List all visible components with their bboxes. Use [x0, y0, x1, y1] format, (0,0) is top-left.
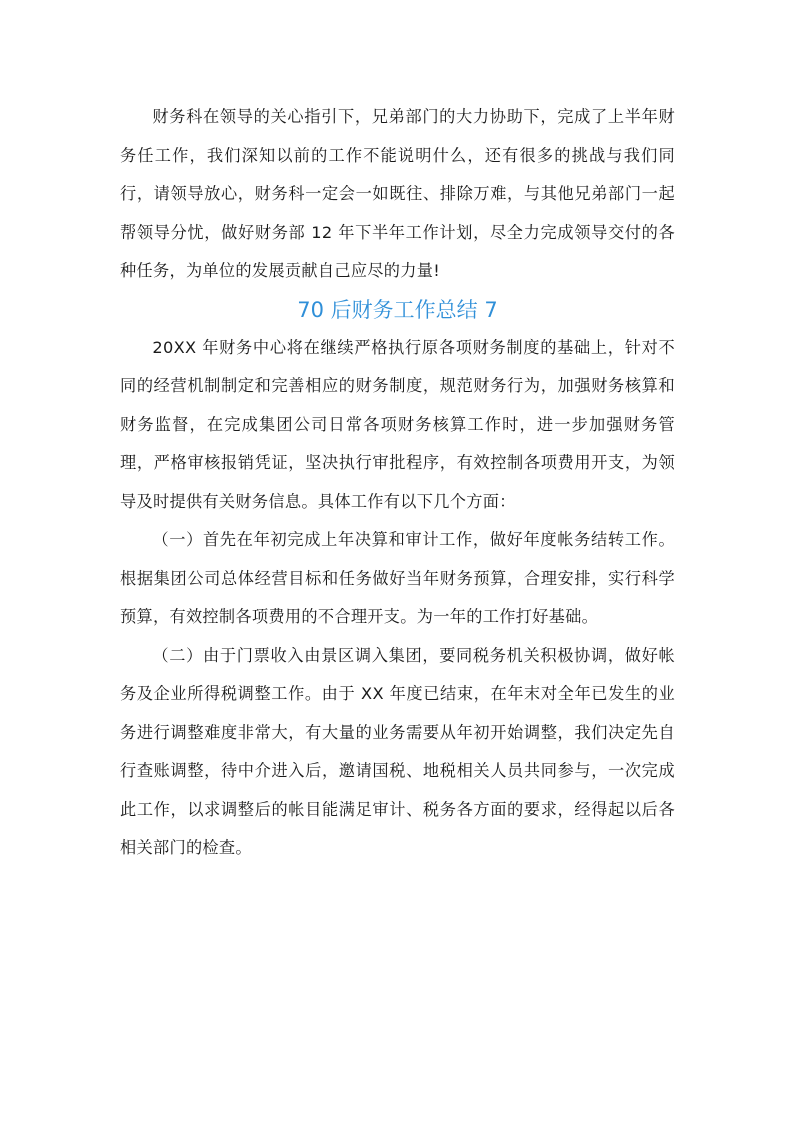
- section-title: 70 后财务工作总结 7: [297, 297, 498, 322]
- body-paragraph: （二）由于门票收入由景区调入集团，要同税务机关积极协调，做好帐务及企业所得税调整工作。由于 XX 年度已结束，在年末对全年已发生的业务进行调整难度非常大，有大量的业务需要从年初开始调整，我们决定先自行查账调整，待中介进入后，邀请国税、地税相关人员共同参与，一次完成此工作，以求调整后的帐目能满足审计、税务各方面的要求，经得起以后各相关部门的检查。: [120, 645, 675, 857]
- intro-paragraph: 财务科在领导的关心指引下，兄弟部门的大力协助下，完成了上半年财务任工作，我们深知以前的工作不能说明什么，还有很多的挑战与我们同行，请领导放心，财务科一定会一如既往、排除万难，与其他兄弟部门一起帮领导分忧，做好财务部 12 年下半年工作计划，尽全力完成领导交付的各种任务，为单位的发展贡献自己应尽的力量!: [120, 107, 675, 280]
- body-paragraph: （一）首先在年初完成上年决算和审计工作，做好年度帐务结转工作。根据集团公司总体经营目标和任务做好当年财务预算，合理安排，实行科学预算，有效控制各项费用的不合理开支。为一年的工作打好基础。: [120, 530, 675, 626]
- document-body: [120, 98, 675, 868]
- body-paragraph: 20XX 年财务中心将在继续严格执行原各项财务制度的基础上，针对不同的经营机制制定和完善相应的财务制度，规范财务行为，加强财务核算和财务监督，在完成集团公司日常各项财务核算工作时，进一步加强财务管理，严格审核报销凭证，坚决执行审批程序，有效控制各项费用开支，为领导及时提供有关财务信息。具体工作有以下几个方面：: [120, 337, 675, 511]
